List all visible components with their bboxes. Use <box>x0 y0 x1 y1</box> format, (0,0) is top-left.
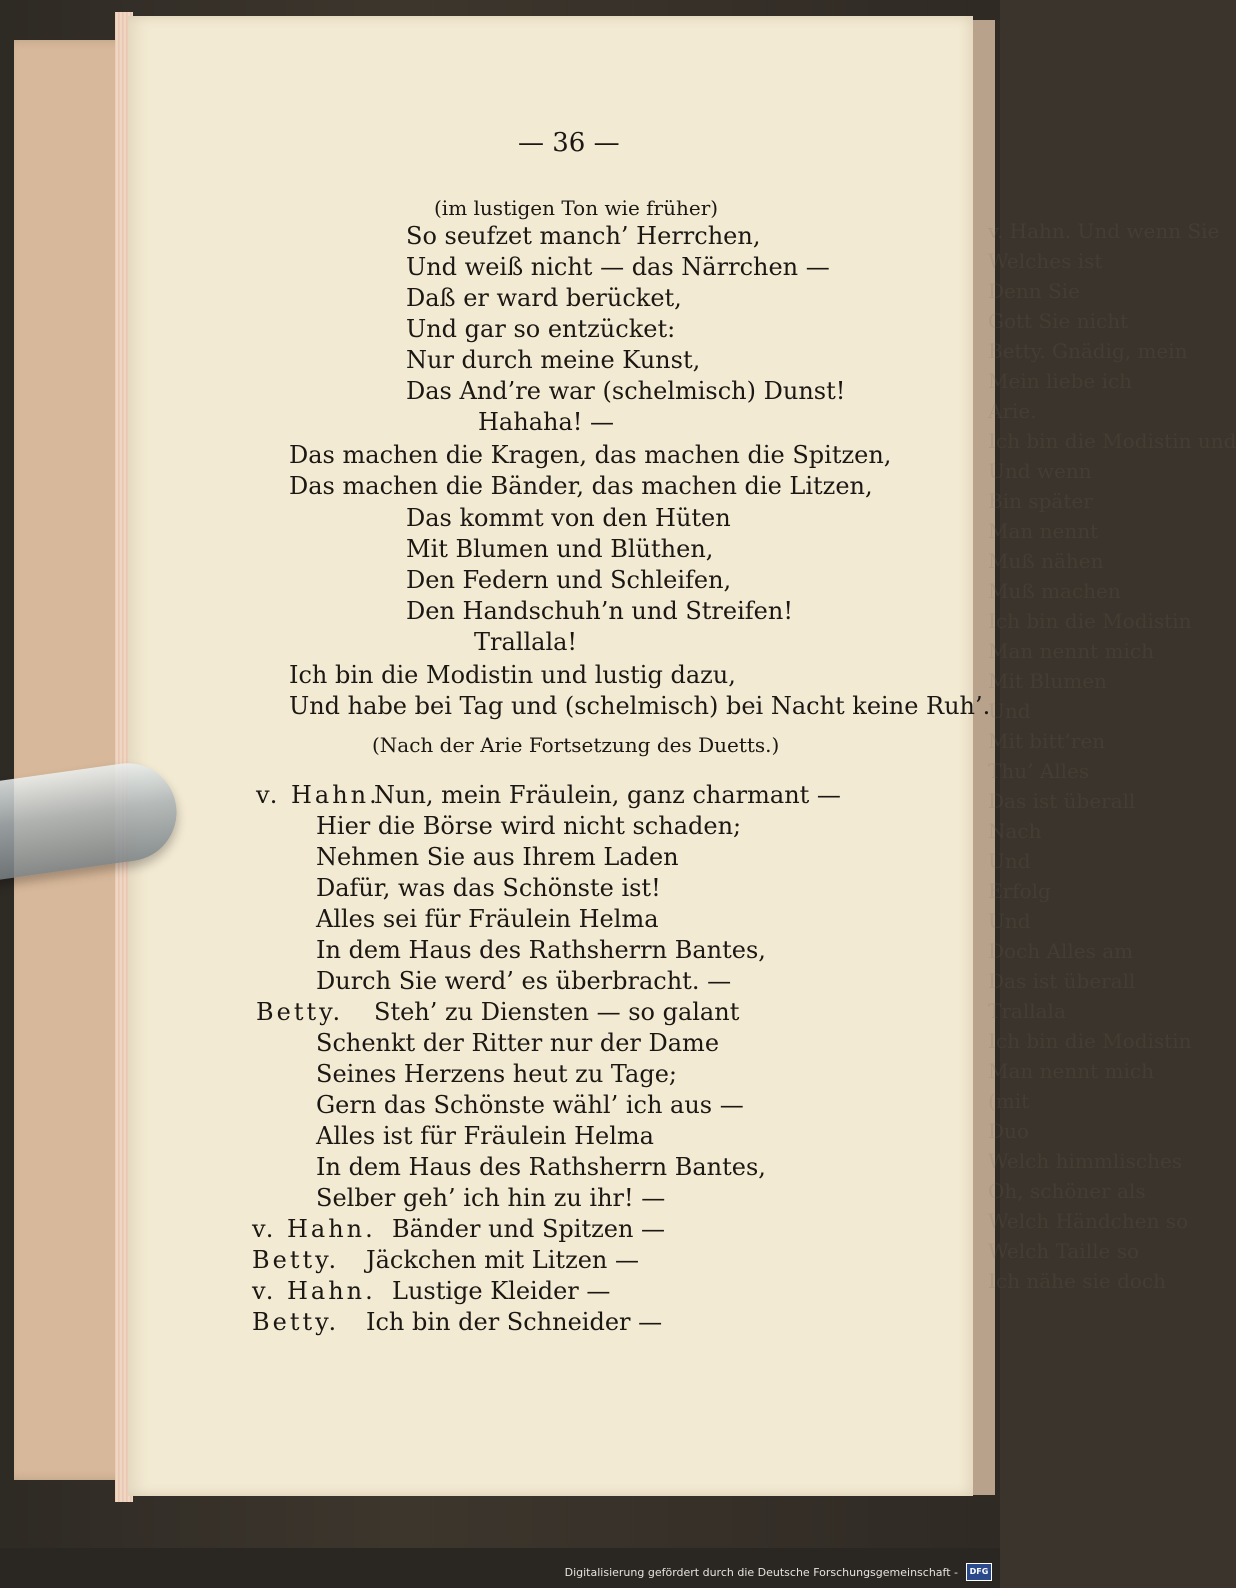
stage-direction: (im lustigen Ton wie früher) <box>434 196 719 220</box>
page-number: — 36 — <box>518 128 620 158</box>
verse-line: Daß er ward berücket, <box>406 284 682 312</box>
dialogue-line: Schenkt der Ritter nur der Dame <box>316 1029 720 1057</box>
show-through-line: Mit Blumen <box>988 669 1107 693</box>
verse-line: So seufzet manch’ Herrchen, <box>406 222 761 250</box>
verse-line: Das machen die Bänder, das machen die Litzen, <box>289 472 873 500</box>
show-through-line: Erfolg <box>988 879 1051 903</box>
verse-line: Das And’re war (schelmisch) Dunst! <box>406 377 846 405</box>
dialogue-line: Seines Herzens heut zu Tage; <box>316 1060 678 1088</box>
footer-credit: Digitalisierung gefördert durch die Deutsche Forschungsgemeinschaft - <box>564 1566 958 1579</box>
dialogue-line: Steh’ zu Diensten — so galant <box>374 998 740 1026</box>
verse-line: Das kommt von den Hüten <box>406 504 731 532</box>
show-through-line: Man nennt <box>988 519 1099 543</box>
dialogue-line: Jäckchen mit Litzen — <box>366 1246 639 1274</box>
verse-line: Das machen die Kragen, das machen die Spitzen, <box>289 441 892 469</box>
show-through-line: Muß machen <box>988 579 1121 603</box>
speaker-label: v. Hahn. <box>252 1215 376 1243</box>
verse-line: Den Handschuh’n und Streifen! <box>406 597 793 625</box>
dialogue-line: Alles ist für Fräulein Helma <box>316 1122 654 1150</box>
show-through-line: Duo <box>988 1119 1029 1143</box>
dialogue-line: Alles sei für Fräulein Helma <box>316 905 659 933</box>
verse-line: Und habe bei Tag und (schelmisch) bei Nacht keine Ruh’. <box>289 692 991 720</box>
verse-line: Nur durch meine Kunst, <box>406 346 701 374</box>
speaker-label: v. Hahn. <box>252 1277 376 1305</box>
stage-direction: (Nach der Arie Fortsetzung des Duetts.) <box>372 733 780 757</box>
show-through-line: Welch himmlisches <box>988 1149 1183 1173</box>
show-through-line: Das ist überall <box>988 969 1136 993</box>
dialogue-line: Ich bin der Schneider — <box>366 1308 663 1336</box>
dfg-logo: DFG <box>966 1563 992 1581</box>
show-through-line: Denn Sie <box>988 279 1080 303</box>
show-through-line: Ich nähe sie doch <box>988 1269 1166 1293</box>
speaker-label: v. Hahn. <box>256 781 380 809</box>
book-page <box>128 16 1236 1496</box>
speaker-label: Betty. <box>252 1246 340 1274</box>
show-through-line: Und <box>988 699 1031 723</box>
show-through-line: Welch Händchen so <box>988 1209 1189 1233</box>
show-through-line: Trallala <box>988 999 1066 1023</box>
dialogue-line: Lustige Kleider — <box>392 1277 611 1305</box>
show-through-line: Thu’ Alles <box>988 759 1090 783</box>
dialogue-line: Gern das Schönste wähl’ ich aus — <box>316 1091 744 1119</box>
show-through-line: Welch Taille so <box>988 1239 1139 1263</box>
dialogue-line: Selber geh’ ich hin zu ihr! — <box>316 1184 666 1212</box>
speaker-label: Betty. <box>256 998 344 1026</box>
show-through-line: Man nennt mich <box>988 639 1154 663</box>
dialogue-line: Dafür, was das Schönste ist! <box>316 874 661 902</box>
show-through-line: Betty. Gnädig, mein <box>988 339 1188 363</box>
dialogue-line: Durch Sie werd’ es überbracht. — <box>316 967 732 995</box>
verse-line: Trallala! <box>474 628 578 656</box>
verse-line: Und gar so entzücket: <box>406 315 676 343</box>
show-through-line: Muß nähen <box>988 549 1104 573</box>
show-through-line: Doch Alles am <box>988 939 1134 963</box>
dialogue-line: Nun, mein Fräulein, ganz charmant — <box>374 781 841 809</box>
show-through-line: Ich bin die Modistin und <box>988 429 1236 453</box>
show-through-line: Bin später <box>988 489 1093 513</box>
show-through-line: Man nennt mich <box>988 1059 1154 1083</box>
verse-line: Hahaha! — <box>478 408 615 436</box>
show-through-line: Mein liebe ich <box>988 369 1133 393</box>
show-through-line: Das ist überall <box>988 789 1136 813</box>
show-through-line: Mit bitt’ren <box>988 729 1106 753</box>
verse-line: Mit Blumen und Blüthen, <box>406 535 714 563</box>
dialogue-line: Hier die Börse wird nicht schaden; <box>316 812 742 840</box>
show-through-line: Nach <box>988 819 1042 843</box>
verse-line: Und weiß nicht — das Närrchen — <box>406 253 830 281</box>
show-through-line: v. Hahn. Und wenn Sie <box>988 219 1220 243</box>
show-through-line: Und <box>988 849 1031 873</box>
verse-line: Ich bin die Modistin und lustig dazu, <box>289 661 736 689</box>
show-through-line: Gott Sie nicht <box>988 309 1129 333</box>
show-through-text <box>988 216 1236 1366</box>
show-through-line: Oh, schöner als <box>988 1179 1146 1203</box>
show-through-line: Arie. <box>988 399 1037 423</box>
show-through-line: Ich bin die Modistin <box>988 609 1192 633</box>
dialogue-line: In dem Haus des Rathsherrn Bantes, <box>316 936 766 964</box>
show-through-line: Und <box>988 909 1031 933</box>
show-through-line: Ich bin die Modistin <box>988 1029 1192 1053</box>
dialogue-line: In dem Haus des Rathsherrn Bantes, <box>316 1153 766 1181</box>
show-through-line: Und wenn <box>988 459 1092 483</box>
dialogue-line: Bänder und Spitzen — <box>392 1215 666 1243</box>
show-through-line: Welches ist <box>988 249 1103 273</box>
show-through-line: (mit <box>988 1089 1030 1113</box>
speaker-label: Betty. <box>252 1308 340 1336</box>
dialogue-line: Nehmen Sie aus Ihrem Laden <box>316 843 679 871</box>
verse-line: Den Federn und Schleifen, <box>406 566 732 594</box>
